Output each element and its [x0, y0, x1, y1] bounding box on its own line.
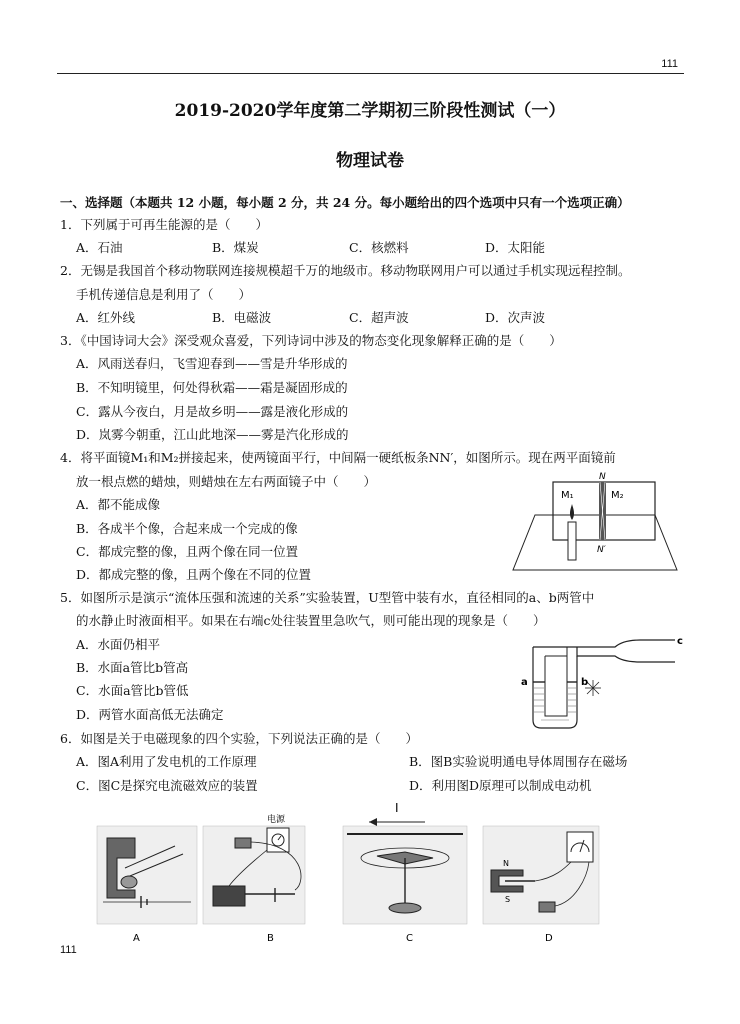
label-n: N: [599, 472, 606, 482]
label-n-prime: N′: [597, 545, 606, 555]
footer-page-number: 111: [60, 944, 77, 956]
figure-a-label: A: [133, 933, 140, 944]
svg-text:N: N: [503, 859, 509, 868]
pipe-top-wall: [533, 640, 675, 647]
label-m1: M₁: [561, 490, 574, 501]
figure-a: [97, 826, 197, 944]
q1-option-d: D．太阳能: [485, 240, 546, 255]
current-arrow: [369, 818, 377, 826]
figure-b-label: B: [267, 933, 274, 944]
q4-stem-line1: 4．将平面镜M₁和M₂拼接起来，使两镜面平行，中间隔一硬纸板条NN′，如图所示。现在两平面镜前: [60, 450, 616, 465]
q2-stem-line1: 2．无锡是我国首个移动物联网连接规模超千万的地级市。移动物联网用户可以通过手机实现远程控制。: [60, 263, 631, 278]
q2-option-b: B．电磁波: [212, 310, 272, 325]
svg-text:S: S: [505, 895, 511, 904]
q2-option-a: A．红外线: [76, 310, 136, 325]
q5-stem-line1: 5．如图所示是演示“流体压强和流速的关系”实验装置，U型管中装有水，直径相同的a、b两管中: [60, 590, 595, 605]
q1-option-c: C．核燃料: [349, 240, 409, 255]
q5-utube-figure: [505, 632, 685, 732]
q1-option-a: A．石油: [76, 240, 123, 255]
figure-d: [483, 826, 599, 944]
figure-b: [203, 813, 305, 944]
q1-option-b: B．煤炭: [212, 240, 259, 255]
q4-option-b: B．各成半个像，合起来成一个完成的像: [76, 521, 298, 536]
power-label: 电源: [267, 815, 286, 825]
table-surface: [513, 515, 677, 570]
q4-option-c: C．都成完整的像，且两个像在同一位置: [76, 544, 299, 559]
q5-option-b: B．水面a管比b管高: [76, 660, 189, 675]
q2-option-d: D．次声波: [485, 310, 546, 325]
needle-stand: [389, 903, 421, 913]
q6-option-c: C．图C是探究电流磁效应的装置: [76, 778, 258, 793]
candle: [568, 522, 576, 560]
q4-option-a: A．都不能成像: [76, 497, 161, 512]
q3-stem: 3．《中国诗词大会》深受观众喜爱，下列诗词中涉及的物态变化现象解释正确的是（ ）: [60, 333, 562, 348]
figure-d-label: D: [545, 933, 553, 944]
header-rule: [57, 73, 684, 74]
q5-stem-line2: 的水静止时液面相平。如果在右端c处往装置里急吹气，则可能出现的现象是（ ）: [76, 613, 546, 628]
figure-c-label: C: [406, 933, 413, 944]
switch-d: [539, 902, 555, 912]
label-a: a: [521, 677, 528, 688]
section-heading: 一、选择题（本题共 12 小题，每小题 2 分，共 24 分。每小题给出的四个选项中只有一个选项正确）: [60, 195, 630, 210]
q5-option-a: A．水面仍相平: [76, 637, 161, 652]
q6-stem: 6．如图是关于电磁现象的四个实验，下列说法正确的是（ ）: [60, 731, 418, 746]
q3-option-c: C．露从今夜白，月是故乡明——露是液化形成的: [76, 404, 349, 419]
candle-flame: [570, 504, 574, 520]
q5-option-d: D．两管水面高低无法确定: [76, 707, 224, 722]
header-page-number: 111: [661, 58, 678, 70]
q2-option-c: C．超声波: [349, 310, 409, 325]
q3-option-d: D．岚雾今朝重，江山此地深——雾是汽化形成的: [76, 427, 349, 442]
coil: [121, 876, 137, 888]
figure-c: [343, 801, 467, 944]
q2-stem-line2: 手机传递信息是利用了（ ）: [76, 287, 252, 302]
q6-option-d: D．利用图D原理可以制成电动机: [409, 778, 592, 793]
pipe-bottom-wall: [577, 647, 675, 662]
exam-title: 2019-2020学年度第二学期初三阶段性测试（一）: [174, 101, 566, 121]
q1-stem: 1．下列属于可再生能源的是（ ）: [60, 217, 268, 232]
q3-option-a: A．风雨送春归，飞雪迎春到——雪是升华形成的: [76, 356, 348, 371]
label-c: c: [677, 636, 683, 647]
label-m2: M₂: [611, 490, 624, 501]
current-label: I: [395, 801, 399, 815]
q6-figures: [95, 798, 655, 946]
galvanometer: [567, 832, 593, 862]
label-b: b: [581, 677, 589, 688]
q4-mirror-figure: [505, 470, 685, 580]
q4-option-d: D．都成完整的像，且两个像在不同的位置: [76, 567, 312, 582]
q5-option-c: C．水面a管比b管低: [76, 683, 189, 698]
utube-inner: [545, 656, 567, 716]
q4-stem-line2: 放一根点燃的蜡烛，则蜡烛在左右两面镜子中（ ）: [76, 474, 377, 489]
magnet-b: [213, 886, 245, 906]
q6-option-a: A．图A利用了发电机的工作原理: [76, 754, 257, 769]
switch: [235, 838, 251, 848]
q3-option-b: B．不知明镜里，何处得秋霜——霜是凝固形成的: [76, 380, 348, 395]
exam-subtitle: 物理试卷: [336, 151, 404, 171]
q6-option-b: B．图B实验说明通电导体周围存在磁场: [409, 754, 628, 769]
